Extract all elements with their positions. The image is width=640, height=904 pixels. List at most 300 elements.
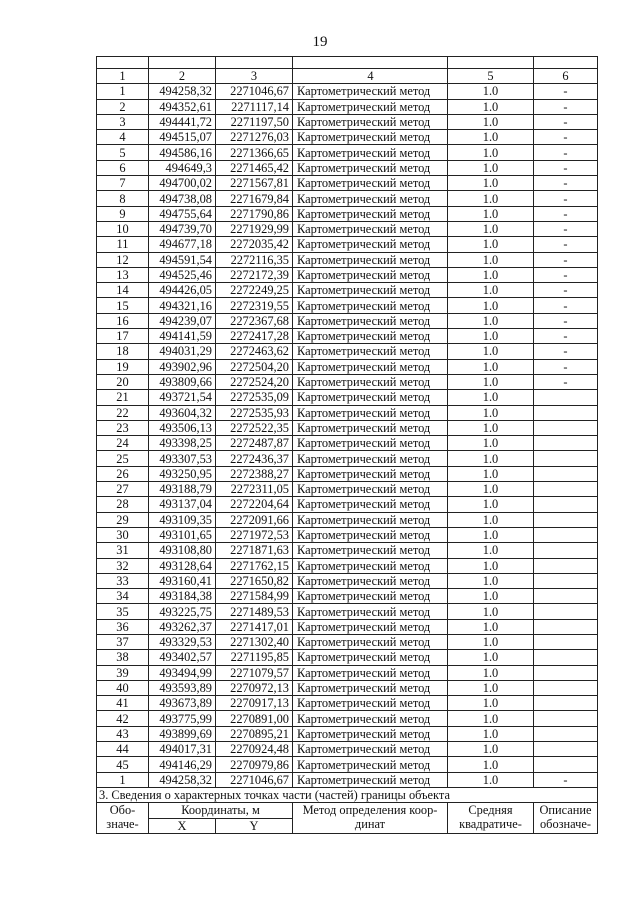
point-number: 44 [97, 742, 149, 757]
description-cell: - [534, 176, 598, 191]
accuracy-cell: 1.0 [448, 99, 534, 114]
table-row [97, 252, 598, 267]
point-number: 40 [97, 680, 149, 695]
accuracy-cell: 1.0 [448, 221, 534, 236]
table-row [97, 206, 598, 221]
y-coordinate: 2272463,62 [216, 344, 293, 359]
method-cell: Картометрический метод [293, 267, 448, 282]
table-row [97, 283, 598, 298]
point-number: 14 [97, 283, 149, 298]
point-number: 30 [97, 527, 149, 542]
x-coordinate: 493494,99 [149, 665, 216, 680]
accuracy-cell: 1.0 [448, 665, 534, 680]
method-cell: Картометрический метод [293, 680, 448, 695]
accuracy-cell: 1.0 [448, 634, 534, 649]
method-cell: Картометрический метод [293, 466, 448, 481]
y-coordinate: 2272535,09 [216, 390, 293, 405]
y-coordinate: 2270891,00 [216, 711, 293, 726]
table-row [97, 619, 598, 634]
section-title-row [97, 787, 598, 802]
point-number: 24 [97, 436, 149, 451]
x-coordinate: 493506,13 [149, 420, 216, 435]
point-number: 2 [97, 99, 149, 114]
description-cell: - [534, 298, 598, 313]
x-coordinate: 493775,99 [149, 711, 216, 726]
table-row [97, 634, 598, 649]
description-cell [534, 680, 598, 695]
y-coordinate: 2271790,86 [216, 206, 293, 221]
point-number: 21 [97, 390, 149, 405]
accuracy-cell: 1.0 [448, 84, 534, 99]
method-cell: Картометрический метод [293, 589, 448, 604]
method-cell: Картометрический метод [293, 283, 448, 298]
y-coordinate: 2271762,15 [216, 558, 293, 573]
y-coordinate: 2272091,66 [216, 512, 293, 527]
accuracy-cell: 1.0 [448, 267, 534, 282]
point-number: 9 [97, 206, 149, 221]
method-cell: Картометрический метод [293, 619, 448, 634]
table-row [97, 680, 598, 695]
accuracy-cell: 1.0 [448, 543, 534, 558]
coordinates-header: Координаты, м [149, 803, 293, 819]
column-number: 2 [149, 69, 216, 84]
x-coordinate: 494017,31 [149, 742, 216, 757]
table-row [97, 420, 598, 435]
description-cell: - [534, 99, 598, 114]
accuracy-cell: 1.0 [448, 298, 534, 313]
table-row [97, 558, 598, 573]
x-coordinate: 493402,57 [149, 650, 216, 665]
point-number: 34 [97, 589, 149, 604]
description-cell: - [534, 344, 598, 359]
method-cell: Картометрический метод [293, 711, 448, 726]
point-number: 12 [97, 252, 149, 267]
accuracy-cell: 1.0 [448, 390, 534, 405]
y-coordinate: 2272524,20 [216, 374, 293, 389]
table-row [97, 359, 598, 374]
point-number: 32 [97, 558, 149, 573]
method-cell: Картометрический метод [293, 726, 448, 741]
x-coordinate: 493902,96 [149, 359, 216, 374]
description-cell: - [534, 206, 598, 221]
y-coordinate: 2270924,48 [216, 742, 293, 757]
description-cell [534, 482, 598, 497]
x-coordinate: 493673,89 [149, 696, 216, 711]
point-number: 37 [97, 634, 149, 649]
x-coordinate: 493101,65 [149, 527, 216, 542]
description-cell [534, 466, 598, 481]
point-number: 3 [97, 114, 149, 129]
table-row [97, 405, 598, 420]
y-coordinate: 2271046,67 [216, 772, 293, 787]
accuracy-cell: 1.0 [448, 650, 534, 665]
accuracy-cell: 1.0 [448, 313, 534, 328]
table-row [97, 497, 598, 512]
y-coordinate: 2272319,55 [216, 298, 293, 313]
y-coordinate: 2270979,86 [216, 757, 293, 772]
description-cell: - [534, 114, 598, 129]
accuracy-cell: 1.0 [448, 573, 534, 588]
point-number: 16 [97, 313, 149, 328]
point-number: 27 [97, 482, 149, 497]
accuracy-cell: 1.0 [448, 206, 534, 221]
x-coordinate: 493137,04 [149, 497, 216, 512]
x-coordinate: 494649,3 [149, 160, 216, 175]
method-cell: Картометрический метод [293, 527, 448, 542]
table-row [97, 99, 598, 114]
y-coordinate: 2271079,57 [216, 665, 293, 680]
description-cell: - [534, 329, 598, 344]
y-coordinate: 2270917,13 [216, 696, 293, 711]
x-coordinate: 494755,64 [149, 206, 216, 221]
point-number: 42 [97, 711, 149, 726]
method-cell: Картометрический метод [293, 298, 448, 313]
point-number: 28 [97, 497, 149, 512]
description-cell [534, 619, 598, 634]
method-cell: Картометрический метод [293, 512, 448, 527]
table-blank-header-row [97, 57, 598, 69]
x-coordinate: 494700,02 [149, 176, 216, 191]
method-cell: Картометрический метод [293, 558, 448, 573]
description-cell [534, 527, 598, 542]
point-number: 20 [97, 374, 149, 389]
method-cell: Картометрический метод [293, 130, 448, 145]
table-row [97, 329, 598, 344]
description-cell [534, 726, 598, 741]
y-coordinate: 2271650,82 [216, 573, 293, 588]
x-coordinate: 494352,61 [149, 99, 216, 114]
point-number: 33 [97, 573, 149, 588]
x-coordinate: 494441,72 [149, 114, 216, 129]
method-cell: Картометрический метод [293, 84, 448, 99]
y-coordinate: 2271972,53 [216, 527, 293, 542]
accuracy-cell: 1.0 [448, 420, 534, 435]
accuracy-cell: 1.0 [448, 252, 534, 267]
method-cell: Картометрический метод [293, 344, 448, 359]
y-coordinate: 2271417,01 [216, 619, 293, 634]
table-row [97, 604, 598, 619]
accuracy-cell: 1.0 [448, 619, 534, 634]
accuracy-cell: 1.0 [448, 711, 534, 726]
x-coordinate: 493899,69 [149, 726, 216, 741]
x-coordinate: 493250,95 [149, 466, 216, 481]
section-title: 3. Сведения о характерных точках части (частей) границы объекта [97, 787, 598, 802]
point-number: 5 [97, 145, 149, 160]
x-coordinate: 493398,25 [149, 436, 216, 451]
table-row [97, 130, 598, 145]
description-header: Описание обозначе- [534, 803, 598, 834]
method-cell: Картометрический метод [293, 160, 448, 175]
method-cell: Картометрический метод [293, 436, 448, 451]
y-coordinate: 2271465,42 [216, 160, 293, 175]
point-number: 17 [97, 329, 149, 344]
table-row [97, 543, 598, 558]
y-coordinate: 2271046,67 [216, 84, 293, 99]
method-cell: Картометрический метод [293, 359, 448, 374]
x-coordinate: 493184,38 [149, 589, 216, 604]
description-cell [534, 650, 598, 665]
table-row [97, 726, 598, 741]
accuracy-cell: 1.0 [448, 191, 534, 206]
method-cell: Картометрический метод [293, 451, 448, 466]
y-coordinate: 2271117,14 [216, 99, 293, 114]
description-cell [534, 405, 598, 420]
accuracy-cell: 1.0 [448, 145, 534, 160]
y-coordinate: 2271195,85 [216, 650, 293, 665]
table-row [97, 451, 598, 466]
table-row [97, 344, 598, 359]
method-cell: Картометрический метод [293, 206, 448, 221]
method-cell: Картометрический метод [293, 145, 448, 160]
x-coordinate: 493128,64 [149, 558, 216, 573]
description-cell: - [534, 772, 598, 787]
x-coordinate: 493225,75 [149, 604, 216, 619]
x-coordinate: 494258,32 [149, 84, 216, 99]
y-coordinate: 2271584,99 [216, 589, 293, 604]
method-cell: Картометрический метод [293, 313, 448, 328]
table-row [97, 436, 598, 451]
point-number: 31 [97, 543, 149, 558]
point-number: 4 [97, 130, 149, 145]
coordinates-table [96, 56, 598, 834]
x-coordinate: 494738,08 [149, 191, 216, 206]
x-coordinate: 494321,16 [149, 298, 216, 313]
y-coordinate: 2272535,93 [216, 405, 293, 420]
method-cell: Картометрический метод [293, 99, 448, 114]
description-cell: - [534, 160, 598, 175]
description-cell: - [534, 283, 598, 298]
y-coordinate: 2271302,40 [216, 634, 293, 649]
description-cell [534, 634, 598, 649]
y-coordinate: 2271679,84 [216, 191, 293, 206]
table-row [97, 160, 598, 175]
column-number: 3 [216, 69, 293, 84]
description-cell [534, 451, 598, 466]
accuracy-cell: 1.0 [448, 176, 534, 191]
point-number: 15 [97, 298, 149, 313]
method-cell: Картометрический метод [293, 114, 448, 129]
point-number: 36 [97, 619, 149, 634]
table-row [97, 650, 598, 665]
method-cell: Картометрический метод [293, 742, 448, 757]
description-cell: - [534, 252, 598, 267]
description-cell: - [534, 221, 598, 236]
y-coordinate: 2272172,39 [216, 267, 293, 282]
y-coordinate: 2272388,27 [216, 466, 293, 481]
x-coordinate: 493108,80 [149, 543, 216, 558]
description-cell [534, 512, 598, 527]
method-cell: Картометрический метод [293, 543, 448, 558]
accuracy-cell: 1.0 [448, 497, 534, 512]
y-coordinate: 2271366,65 [216, 145, 293, 160]
description-cell [534, 665, 598, 680]
method-cell: Картометрический метод [293, 497, 448, 512]
accuracy-cell: 1.0 [448, 726, 534, 741]
column-number-row [97, 69, 598, 84]
x-coordinate: 494739,70 [149, 221, 216, 236]
column-number: 6 [534, 69, 598, 84]
method-cell: Картометрический метод [293, 221, 448, 236]
method-cell: Картометрический метод [293, 176, 448, 191]
description-cell [534, 436, 598, 451]
y-header: Y [216, 818, 293, 834]
table-row [97, 390, 598, 405]
method-cell: Картометрический метод [293, 573, 448, 588]
x-coordinate: 494525,46 [149, 267, 216, 282]
column-number: 5 [448, 69, 534, 84]
accuracy-header: Средняя квадратиче- [448, 803, 534, 834]
x-coordinate: 494141,59 [149, 329, 216, 344]
x-header: X [149, 818, 216, 834]
point-number: 38 [97, 650, 149, 665]
table-row [97, 482, 598, 497]
section-header-row [97, 803, 598, 819]
accuracy-cell: 1.0 [448, 527, 534, 542]
point-number: 43 [97, 726, 149, 741]
accuracy-cell: 1.0 [448, 451, 534, 466]
y-coordinate: 2272487,87 [216, 436, 293, 451]
point-number: 13 [97, 267, 149, 282]
point-number: 8 [97, 191, 149, 206]
x-coordinate: 494146,29 [149, 757, 216, 772]
method-cell: Картометрический метод [293, 634, 448, 649]
y-coordinate: 2271489,53 [216, 604, 293, 619]
point-number: 23 [97, 420, 149, 435]
x-coordinate: 494591,54 [149, 252, 216, 267]
description-cell [534, 696, 598, 711]
accuracy-cell: 1.0 [448, 237, 534, 252]
accuracy-cell: 1.0 [448, 405, 534, 420]
x-coordinate: 493721,54 [149, 390, 216, 405]
x-coordinate: 493262,37 [149, 619, 216, 634]
x-coordinate: 494677,18 [149, 237, 216, 252]
table-row [97, 742, 598, 757]
x-coordinate: 494586,16 [149, 145, 216, 160]
accuracy-cell: 1.0 [448, 604, 534, 619]
accuracy-cell: 1.0 [448, 466, 534, 481]
point-number: 1 [97, 84, 149, 99]
y-coordinate: 2272436,37 [216, 451, 293, 466]
table-row [97, 573, 598, 588]
accuracy-cell: 1.0 [448, 436, 534, 451]
method-cell: Картометрический метод [293, 650, 448, 665]
description-cell [534, 757, 598, 772]
method-cell: Картометрический метод [293, 757, 448, 772]
accuracy-cell: 1.0 [448, 283, 534, 298]
description-cell: - [534, 84, 598, 99]
point-number: 22 [97, 405, 149, 420]
x-coordinate: 494258,32 [149, 772, 216, 787]
method-cell: Картометрический метод [293, 772, 448, 787]
table-row [97, 589, 598, 604]
y-coordinate: 2272417,28 [216, 329, 293, 344]
x-coordinate: 493593,89 [149, 680, 216, 695]
accuracy-cell: 1.0 [448, 589, 534, 604]
description-cell [534, 390, 598, 405]
y-coordinate: 2270895,21 [216, 726, 293, 741]
table-row [97, 313, 598, 328]
method-header: Метод определения коор- динат [293, 803, 448, 834]
description-cell [534, 589, 598, 604]
method-cell: Картометрический метод [293, 420, 448, 435]
table-row [97, 298, 598, 313]
point-number: 45 [97, 757, 149, 772]
accuracy-cell: 1.0 [448, 482, 534, 497]
table-row [97, 84, 598, 99]
accuracy-cell: 1.0 [448, 512, 534, 527]
table-row [97, 466, 598, 481]
y-coordinate: 2272249,25 [216, 283, 293, 298]
description-cell [534, 420, 598, 435]
table-row [97, 114, 598, 129]
y-coordinate: 2272204,64 [216, 497, 293, 512]
method-cell: Картометрический метод [293, 237, 448, 252]
accuracy-cell: 1.0 [448, 329, 534, 344]
method-cell: Картометрический метод [293, 390, 448, 405]
column-number: 4 [293, 69, 448, 84]
y-coordinate: 2272035,42 [216, 237, 293, 252]
method-cell: Картометрический метод [293, 329, 448, 344]
point-number: 11 [97, 237, 149, 252]
table-row [97, 512, 598, 527]
point-number: 19 [97, 359, 149, 374]
y-coordinate: 2271929,99 [216, 221, 293, 236]
method-cell: Картометрический метод [293, 604, 448, 619]
method-cell: Картометрический метод [293, 665, 448, 680]
description-cell: - [534, 237, 598, 252]
table-row [97, 696, 598, 711]
accuracy-cell: 1.0 [448, 757, 534, 772]
method-cell: Картометрический метод [293, 696, 448, 711]
method-cell: Картометрический метод [293, 482, 448, 497]
table-row [97, 191, 598, 206]
accuracy-cell: 1.0 [448, 696, 534, 711]
point-number: 7 [97, 176, 149, 191]
x-coordinate: 494031,29 [149, 344, 216, 359]
point-number: 39 [97, 665, 149, 680]
x-coordinate: 493160,41 [149, 573, 216, 588]
point-number: 26 [97, 466, 149, 481]
y-coordinate: 2271567,81 [216, 176, 293, 191]
page-number: 19 [312, 34, 328, 50]
y-coordinate: 2272522,35 [216, 420, 293, 435]
table-row [97, 145, 598, 160]
y-coordinate: 2272116,35 [216, 252, 293, 267]
x-coordinate: 493604,32 [149, 405, 216, 420]
point-number: 25 [97, 451, 149, 466]
x-coordinate: 493809,66 [149, 374, 216, 389]
table-row [97, 665, 598, 680]
accuracy-cell: 1.0 [448, 130, 534, 145]
x-coordinate: 493188,79 [149, 482, 216, 497]
table-row [97, 772, 598, 787]
method-cell: Картометрический метод [293, 191, 448, 206]
table-row [97, 237, 598, 252]
x-coordinate: 494239,07 [149, 313, 216, 328]
description-cell [534, 742, 598, 757]
description-cell: - [534, 374, 598, 389]
accuracy-cell: 1.0 [448, 374, 534, 389]
x-coordinate: 494515,07 [149, 130, 216, 145]
designation-header: Обо- значе- [97, 803, 149, 834]
point-number: 6 [97, 160, 149, 175]
description-cell [534, 711, 598, 726]
x-coordinate: 493109,35 [149, 512, 216, 527]
method-cell: Картометрический метод [293, 374, 448, 389]
y-coordinate: 2272311,05 [216, 482, 293, 497]
y-coordinate: 2271871,63 [216, 543, 293, 558]
point-number: 35 [97, 604, 149, 619]
